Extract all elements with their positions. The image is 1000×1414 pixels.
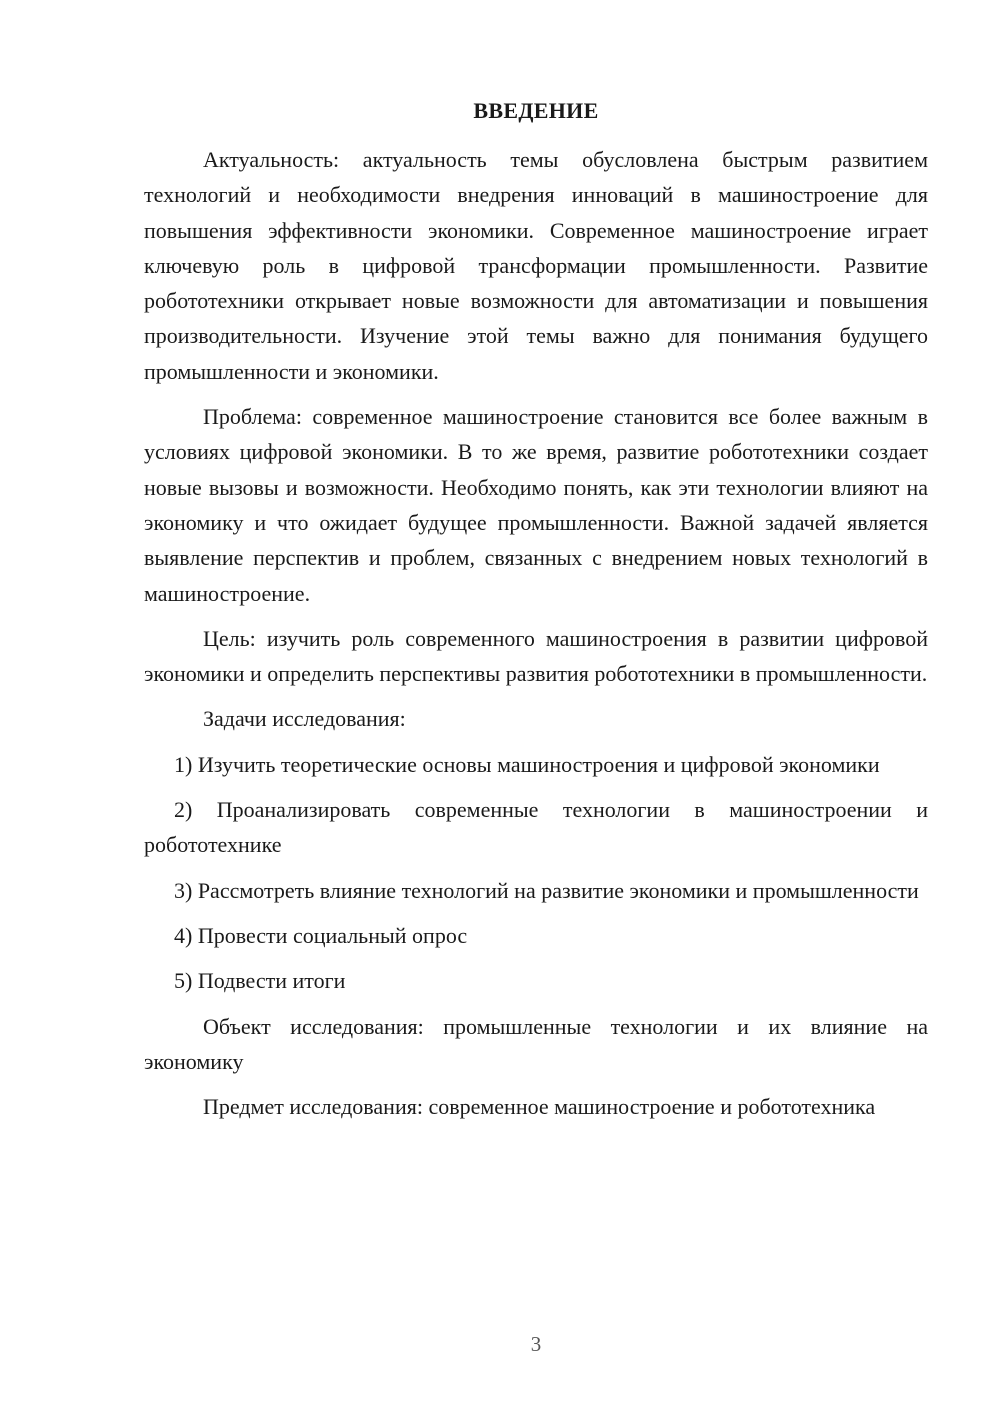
section-heading: ВВЕДЕНИЕ <box>473 98 599 123</box>
task-item-1: 1) Изучить теоретические основы машиностроения и цифровой экономики <box>174 751 880 777</box>
task-item-4: 4) Провести социальный опрос <box>174 922 468 948</box>
relevance-paragraph: Актуальность: актуальность темы обусловлена быстрым развитием технологий и необходимости внедрения инноваций в машиностроение для повышения эффективности экономики. Современное машиностроение играет ключевую роль в цифровой трансформации промышленности. Развитие робототехники открывает новые возможности для автоматизации и повышения производительности. Изучение этой темы важно для понимания будущего промышленности и экономики. <box>144 147 928 384</box>
object-paragraph: Объект исследования: промышленные технологии и их влияние на экономику <box>144 1013 928 1074</box>
task-item-2: 2) Проанализировать современные технологии в машиностроении и робототехнике <box>144 797 928 858</box>
page-number: 3 <box>530 1332 542 1356</box>
tasks-intro: Задачи исследования: <box>203 706 406 732</box>
goal-paragraph: Цель: изучить роль современного машиностроения в развитии цифровой экономики и определить перспективы развития робототехники в промышленности. <box>144 625 928 687</box>
subject-paragraph: Предмет исследования: современное машиностроение и робототехника <box>203 1094 876 1120</box>
task-item-5: 5) Подвести итоги <box>174 968 346 994</box>
problem-paragraph: Проблема: современное машиностроение становится все более важным в условиях цифровой экономики. В то же время, развитие робототехники создает новые вызовы и возможности. Необходимо понять, как эти технологии влияют на экономику и что ожидает будущее промышленности. Важной задачей является выявление перспектив и проблем, связанных с внедрением новых технологий в машиностроение. <box>144 404 928 606</box>
page-content <box>144 94 928 1134</box>
task-item-3: 3) Рассмотреть влияние технологий на развитие экономики и промышленности <box>174 877 919 903</box>
